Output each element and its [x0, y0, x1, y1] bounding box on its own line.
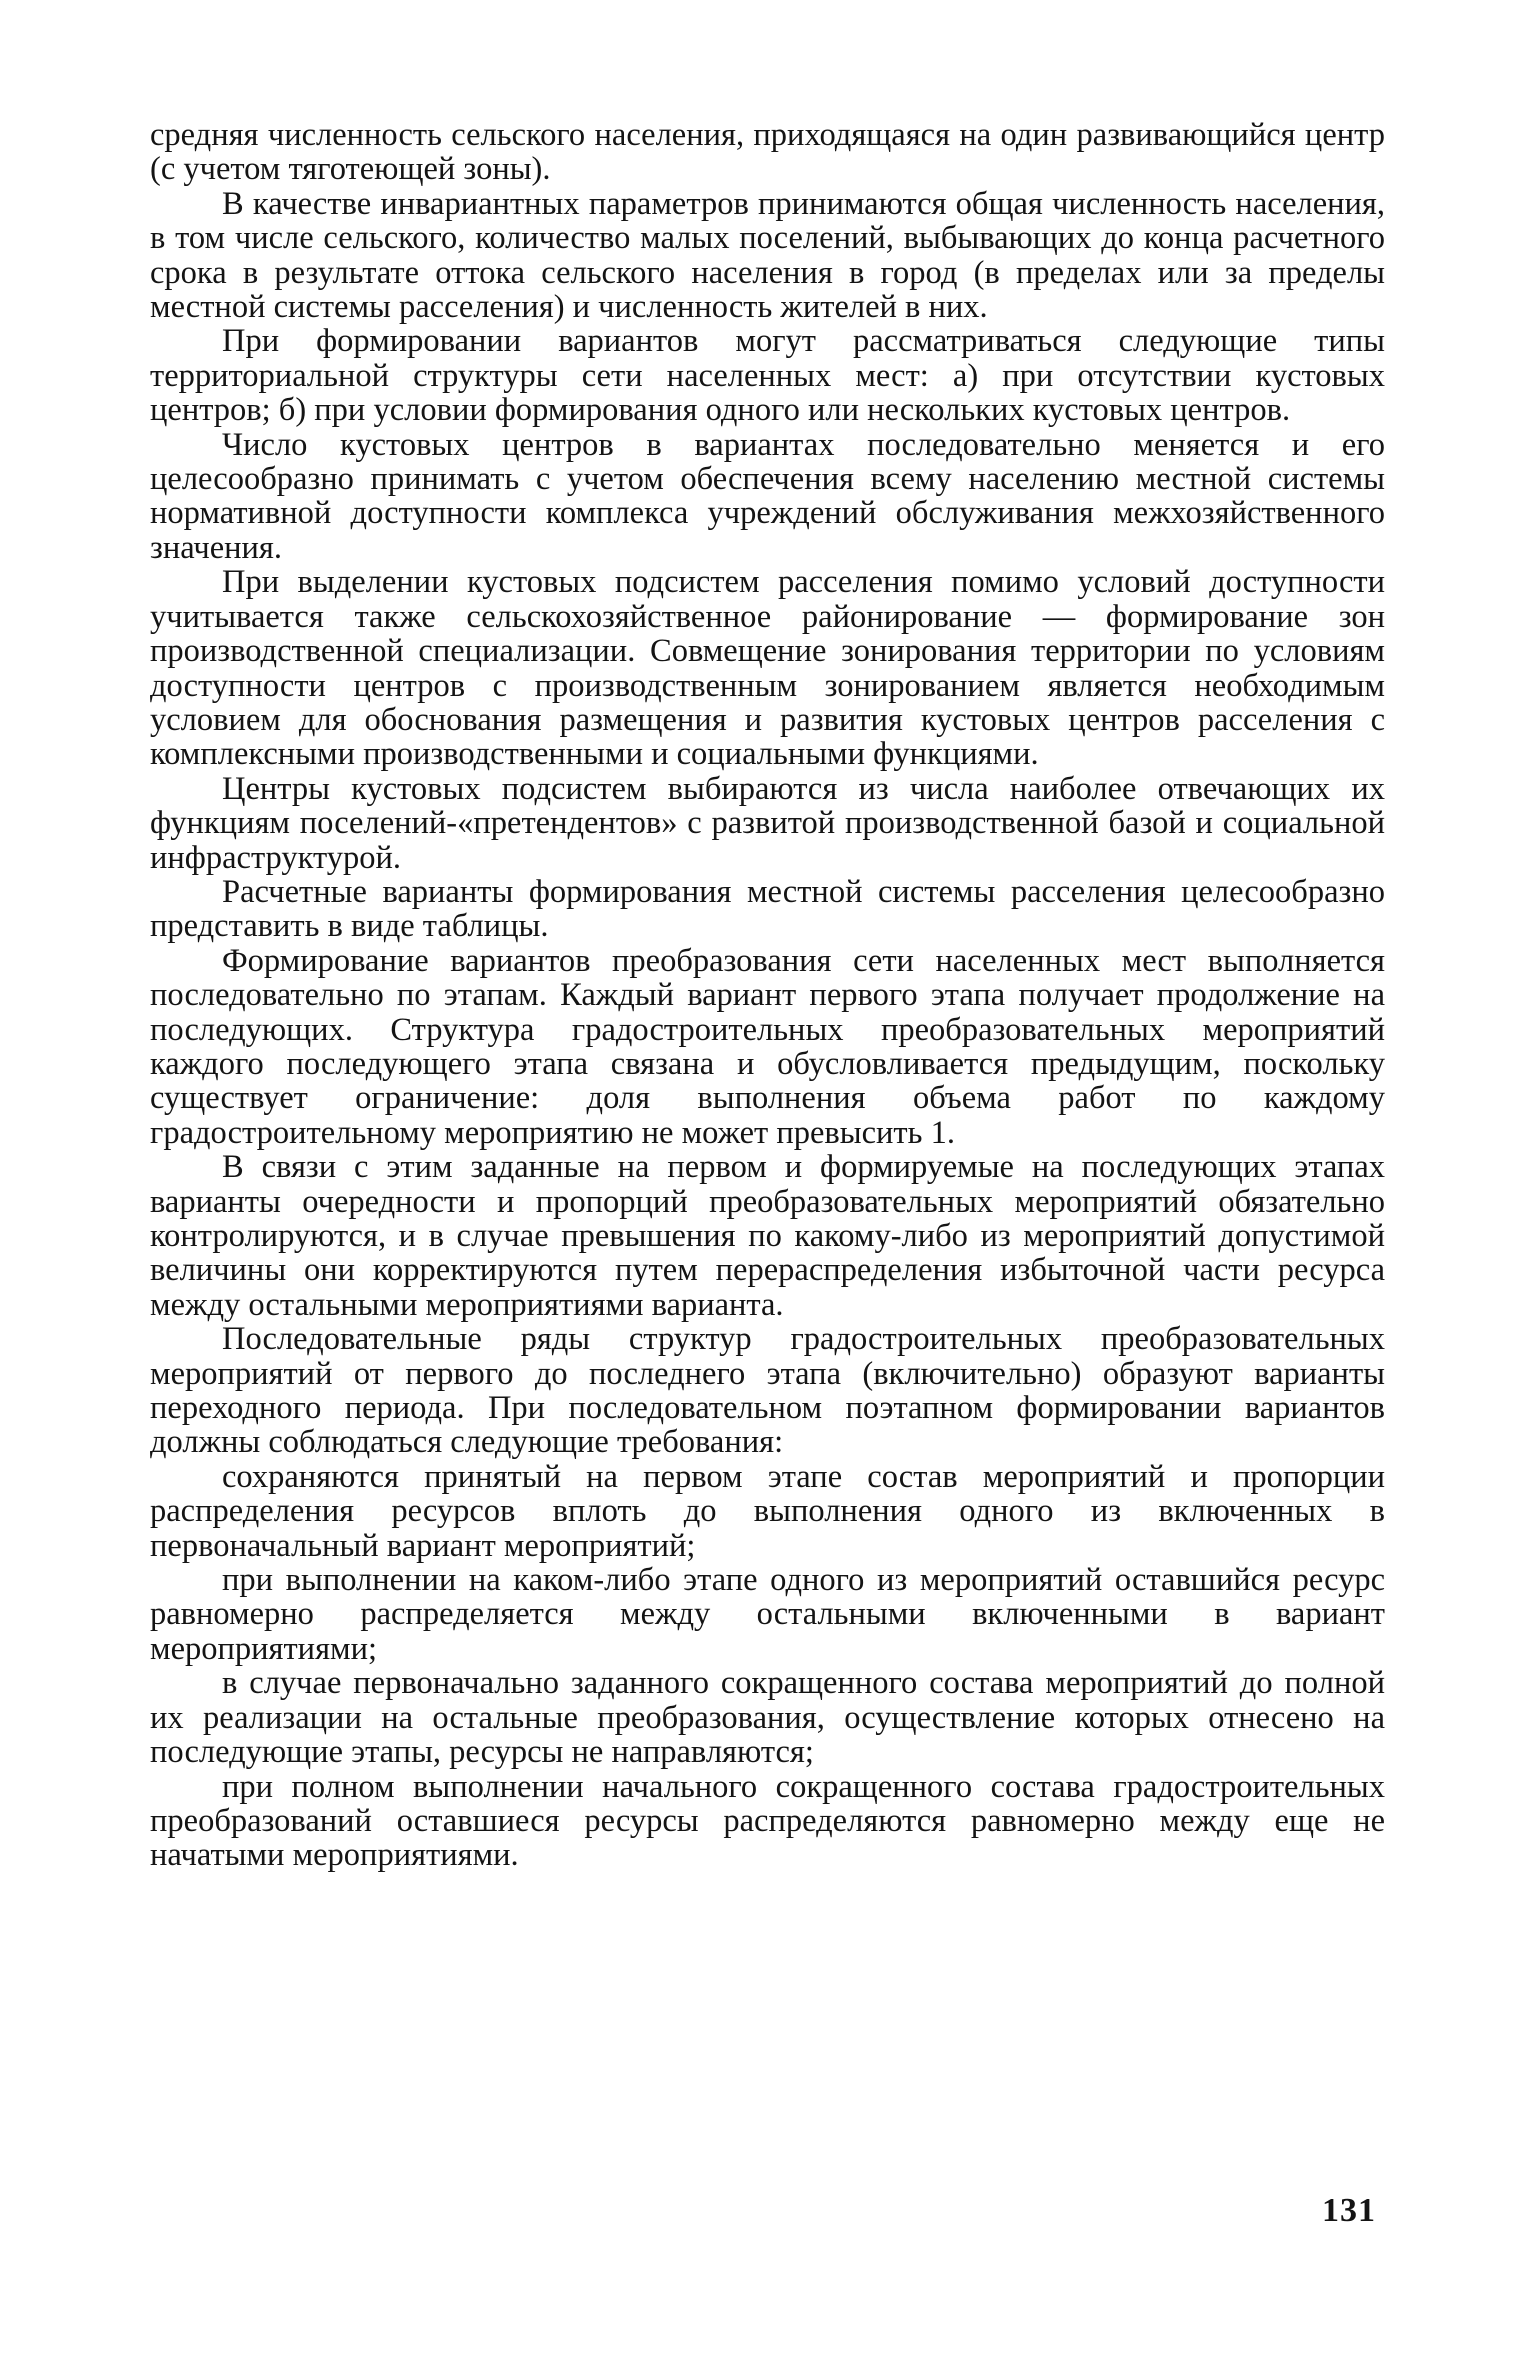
paragraph: В связи с этим заданные на первом и формируемые на последующих этапах варианты очередности и пропорций преобразовательных мероприятий обязательно контролируются, и в случае превышения по какому-либо из мероприятий допустимой величины они корректируются путем перераспределения избыточной части ресурса между остальными мероприятиями варианта.	[150, 1149, 1385, 1323]
paragraph: средняя численность сельского населения, приходящаяся на один развивающийся центр (с учетом тяготеющей зоны).	[150, 117, 1385, 188]
paragraph: Расчетные варианты формирования местной системы расселения целесообразно представить в виде таблицы.	[150, 873, 1385, 945]
paragraph: При формировании вариантов могут рассматриваться следующие типы территориальной структуры сети населенных мест: а) при отсутствии кустовых центров; б) при условии формирования одного или нескольких кустовых центров.	[150, 323, 1385, 429]
list-paragraph: при полном выполнении начального сокращенного состава градостроительных преобразований оставшиеся ресурсы распределяются равномерно между еще не начатыми мероприятиями.	[150, 1768, 1385, 1874]
paragraph: Центры кустовых подсистем выбираются из числа наиболее отвечающих их функциям поселений-«претендентов» с развитой производственной базой и социальной инфраструктурой.	[150, 770, 1385, 876]
paragraph: Формирование вариантов преобразования сети населенных мест выполняется последовательно по этапам. Каждый вариант первого этапа получает продолжение на последующих. Структура градостроительных преобразовательных мероприятий каждого последующего этапа связана и обусловливается предыдущим, поскольку существует ограничение: доля выполнения объема работ по каждому градостроительному мероприятию не может превысить 1.	[150, 942, 1385, 1151]
paragraph: При выделении кустовых подсистем расселения помимо условий доступности учитывается также сельскохозяйственное районирование — формирование зон производственной специализации. Совмещение зонирования территории по условиям доступности центров с производственным зонированием является необходимым условием для обоснования размещения и развития кустовых центров расселения с комплексными производственными и социальными функциями.	[150, 564, 1385, 773]
list-paragraph: в случае первоначально заданного сокращенного состава мероприятий до полной их реализации на остальные преобразования, осуществление которых отнесено на последующие этапы, ресурсы не направляются;	[150, 1665, 1385, 1771]
list-paragraph: сохраняются принятый на первом этапе состав мероприятий и пропорции распределения ресурсов вплоть до выполнения одного из включенных в первоначальный вариант мероприятий;	[150, 1458, 1385, 1564]
paragraph: Последовательные ряды структур градостроительных преобразовательных мероприятий от первого до последнего этапа (включительно) образуют варианты переходного периода. При последовательном поэтапном формировании вариантов должны соблюдаться следующие требования:	[150, 1321, 1385, 1461]
page-number: 131	[1322, 2192, 1376, 2229]
paragraph: В качестве инвариантных параметров принимаются общая численность населения, в том числе сельского, количество малых поселений, выбывающих до конца расчетного срока в результате оттока сельского населения в город (в пределах или за пределы местной системы расселения) и численность жителей в них.	[150, 185, 1385, 326]
page-body	[150, 118, 1385, 1873]
paragraph: Число кустовых центров в вариантах последовательно меняется и его целесообразно принимать с учетом обеспечения всему населению местной системы нормативной доступности комплекса учреждений обслуживания межхозяйственного значения.	[150, 426, 1385, 566]
list-paragraph: при выполнении на каком-либо этапе одного из мероприятий оставшийся ресурс равномерно распределяется между остальными включенными в вариант мероприятиями;	[150, 1562, 1385, 1667]
